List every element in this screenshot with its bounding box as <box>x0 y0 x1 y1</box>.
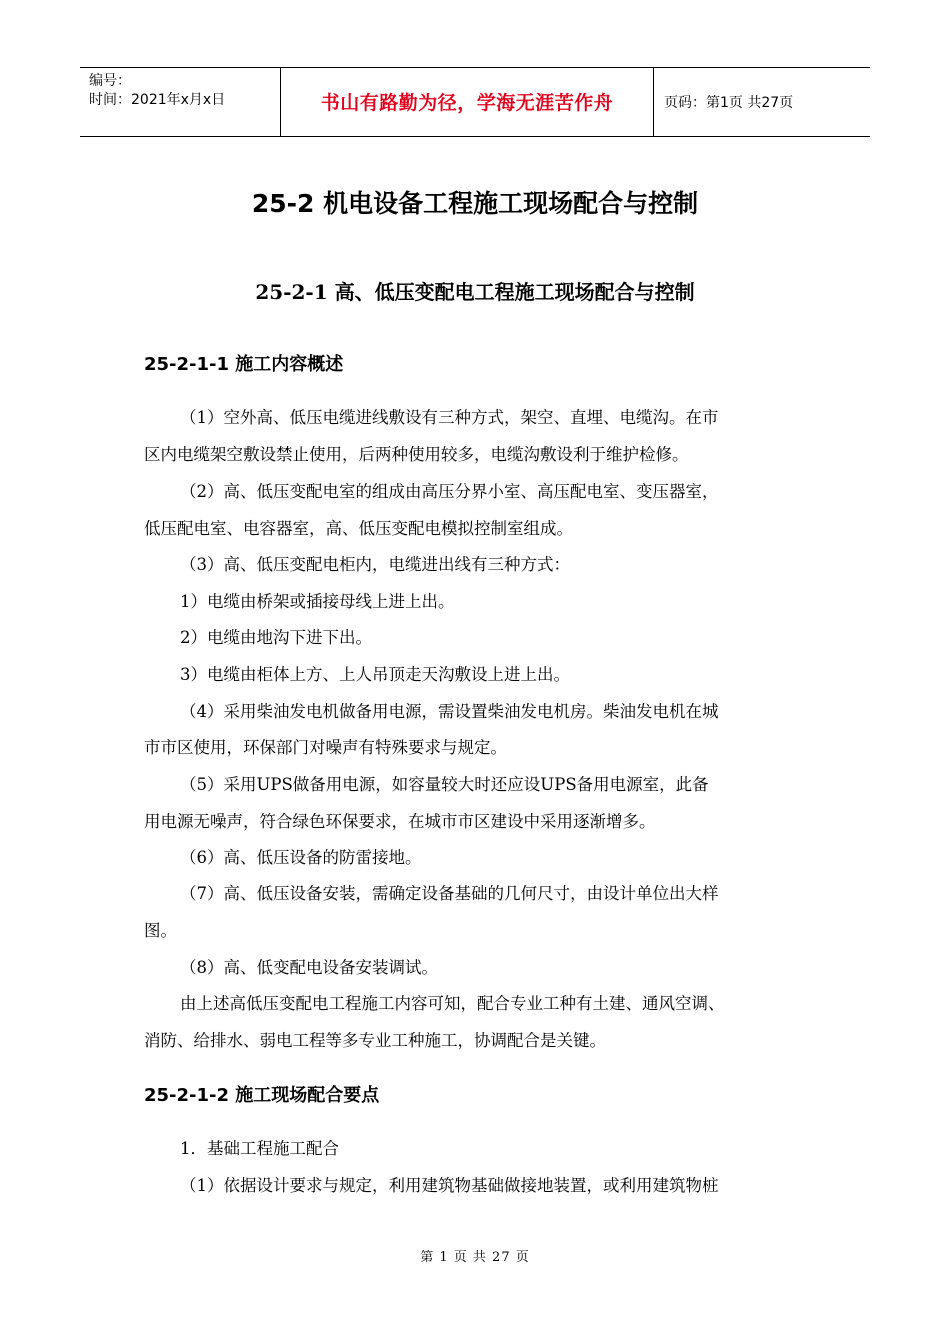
paragraph-line: 用电源无噪声，符合绿色环保要求，在城市市区建设中采用逐渐增多。 <box>144 812 656 831</box>
paragraph-line: （7）高、低压设备安装，需确定设备基础的几何尺寸，由设计单位出大样 <box>180 884 719 903</box>
paragraph-line: 1．基础工程施工配合 <box>180 1139 339 1158</box>
section-heading-1: 25-2-1-1 施工内容概述 <box>144 354 344 375</box>
section-heading-2: 25-2-1-2 施工现场配合要点 <box>144 1085 380 1106</box>
document-header <box>80 67 870 137</box>
paragraph-line: （4）采用柴油发电机做备用电源，需设置柴油发电机房。柴油发电机在城 <box>180 702 719 721</box>
paragraph-line: （3）高、低压变配电柜内，电缆进出线有三种方式： <box>180 555 570 574</box>
paragraph-line: （1）空外高、低压电缆进线敷设有三种方式，架空、直埋、电缆沟。在市 <box>180 408 719 427</box>
paragraph-line: （2）高、低压变配电室的组成由高压分界小室、高压配电室、变压器室， <box>180 482 719 501</box>
date-label: 时间：2021年x月x日 <box>89 92 226 108</box>
paragraph-line: （5）采用UPS做备用电源，如容量较大时还应设UPS备用电源室，此备 <box>180 775 709 794</box>
paragraph-line: 低压配电室、电容器室，高、低压变配电模拟控制室组成。 <box>144 519 573 538</box>
paragraph-line: （8）高、低变配电设备安装调试。 <box>180 958 438 977</box>
header-page-cell <box>654 68 870 136</box>
motto-text: 书山有路勤为径，学海无涯苦作舟 <box>320 91 614 114</box>
header-motto-cell <box>281 68 654 136</box>
paragraph-line: 3）电缆由柜体上方、上人吊顶走天沟敷设上进上出。 <box>180 665 570 684</box>
page-title: 25-2 机电设备工程施工现场配合与控制 <box>251 189 699 218</box>
page-footer: 第 1 页 共 27 页 <box>420 1250 530 1265</box>
serial-number-label: 编号： <box>89 73 131 89</box>
header-meta <box>80 68 281 136</box>
paragraph-line: （1）依据设计要求与规定，利用建筑物基础做接地装置，或利用建筑物桩 <box>180 1176 719 1195</box>
page-info: 页码：第1页 共27页 <box>664 95 794 111</box>
paragraph-line: 图。 <box>144 921 177 940</box>
paragraph-line: 由上述高低压变配电工程施工内容可知，配合专业工种有土建、通风空调、 <box>180 994 725 1013</box>
page-subtitle: 25-2-1 高、低压变配电工程施工现场配合与控制 <box>255 280 695 304</box>
paragraph-line: 区内电缆架空敷设禁止使用，后两种使用较多，电缆沟敷设利于维护检修。 <box>144 445 689 464</box>
paragraph-line: 市市区使用，环保部门对噪声有特殊要求与规定。 <box>144 738 507 757</box>
paragraph-line: （6）高、低压设备的防雷接地。 <box>180 848 422 867</box>
paragraph-line: 2）电缆由地沟下进下出。 <box>180 628 372 647</box>
paragraph-line: 消防、给排水、弱电工程等多专业工种施工，协调配合是关键。 <box>144 1031 606 1050</box>
paragraph-line: 1）电缆由桥架或插接母线上进上出。 <box>180 592 455 611</box>
